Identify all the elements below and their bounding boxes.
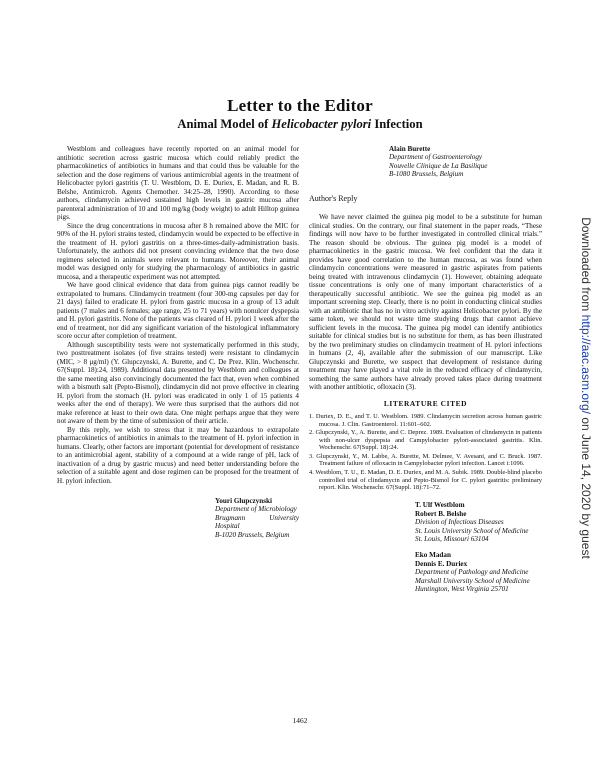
article-subtitle (0, 117, 600, 132)
download-note-prefix: Downloaded from (579, 217, 593, 315)
left-paragraph-3: We have good clinical evidence that data from guinea pigs cannot readily be extrapolated to humans. Clindamycin treatment (four 300-mg capsules per day for 21 days) failed to eradicate H. pylori from gastric mucosa in a group of 13 adult patients (7 males and 6 females; age range, 25 to 71 years) with nonulcer dyspepsia and H. pylori gastritis. None of the patients was cleared of H. pylori 1 week after the end of treatment, nor did any significant variation of the histological inflammatory score occur after completion of treatment. (57, 281, 299, 340)
reply-paragraph: We have never claimed the guinea pig model to be a substitute for human clinical studies. On the contrary, our final statement in the paper reads, “These findings will now have to be further investigated in controlled clinical trials.” The reason should be obvious. The guinea pig model is a model of pharmacokinetics in the gastric mucosa. We feel confident that the data it provides have good correlation to the human mucosa, as was found when clindamycin concentrations were measured in gastric aspirates from patients being treated with intravenous clindamycin (1). However, obtaining adequate tissue concentrations is only one of many important characteristics of a therapeutically successful antibiotic. We see the guinea pig model as an important screening step. Clearly, there is no point in conducting clinical studies with an antibiotic that has no in vitro activity against Helicobacter pylori. By the same token, we should not waste time studying drugs that cannot achieve sufficient levels in the mucosa. The guinea pig model can identify antibiotics suitable for clinical studies but is no substitute for them, as has been illustrated by the two preliminary studies on clindamycin treatment of H. pylori infections in humans (2, 4), available after the submission of our manuscript. Like Glupczynski and Burette, we suspect that development of resistance during treatment may have played a vital role in the reduced efficacy of clindamycin, something the same authors have already proved takes place during treatment with another antibiotic, ofloxacin (3). (309, 213, 542, 392)
signature-city: Huntington, West Virginia 25701 (415, 585, 509, 594)
download-watermark (579, 217, 593, 559)
signature-institution: Nouvelle Clinique de La Basilique (389, 161, 488, 170)
signature-name: Eko Madan (415, 551, 451, 560)
signature-name: T. Ulf Westblom (415, 501, 465, 510)
reference-item: 3. Glupczynski, Y., M. Labbe, A. Burette, M. Delmee, V. Avesani, and C. Bruck. 1987. Treatment failure of ofloxacin in Campylobacter pylori infection. Lancet i:1096. (309, 452, 542, 468)
reply-heading: Author's Reply (309, 193, 358, 203)
letter-title: Letter to the Editor (227, 96, 373, 115)
signature-institution: Brugmann University Hospital (215, 513, 299, 531)
literature-heading: LITERATURE CITED (383, 398, 468, 408)
signature-westblom-belshe (415, 501, 542, 543)
reference-item: 4. Westblom, T. U., E. Madan, D. E. Duriex, and M. A. Subik. 1989. Double-blind placebo controlled trial of clindamycin and Pepto-Bismol for C. pylori gastritis: preliminary report. Klin. Wochenschr. 67(Suppl. 18):71–72. (309, 469, 542, 491)
download-link[interactable]: http://aac.asm.org/ (579, 314, 593, 414)
signature-city: St. Louis, Missouri 63104 (415, 534, 489, 543)
signature-city: B-1080 Brussels, Belgium (389, 170, 464, 179)
signature-name: Alain Burette (389, 145, 431, 153)
signature-name: Dennis E. Duriex (415, 559, 468, 568)
signature-glupczynski (215, 497, 299, 539)
subtitle-suffix: Infection (371, 117, 423, 131)
reference-item: 2. Glupczynski, Y., A. Burette, and C. Deprez. 1989. Evaluation of clindamycin in patients with non-ulcer dyspepsia and Campylobacter pylori-associated gastritis. Klin. Wochenschr. 67(Suppl. 18):24. (309, 429, 542, 452)
right-column (309, 145, 542, 593)
left-paragraph-1: Westblom and colleagues have recently reported on an animal model for antibiotic secretion across gastric mucosa which could reliably predict the pharmacokinetics of antibiotics in humans and that could thus be valuable for the selection and the dose regimens of various antimicrobial agents in the treatment of Helicobacter pylori gastritis (T. U. Westblom, D. E. Duriex, E. Madan, and R. B. Belshe, Antimicrob. Agents Chemother. 34:25–28, 1990). According to these authors, clindamycin achieved sustained high levels in gastric mucosa after parenteral administration of 10 and 100 mg/kg (body weight) to adult Hilltop guinea pigs. (57, 145, 299, 221)
reference-list (309, 413, 542, 491)
signature-department: Department of Gastroenterology (389, 153, 483, 162)
reference-item: 1. Duriex, D. E., and T. U. Westblom. 1989. Clindamycin secretion across human gastric mucosa. J. Clin. Gastroenterol. 11:601–602. (309, 413, 542, 428)
signature-institution: Marshall University School of Medicine (415, 576, 530, 585)
left-paragraph-2: Since the drug concentrations in mucosa after 8 h remained above the MIC for 90% of the H. pylori strains tested, clindamycin would be expected to be effective in the treatment of H. pylori gastritis on a three-times-daily-administration basis. Unfortunately, the authors did not present convincing evidence that the two dose regimens selected in animals were relevant to humans. Moreover, their animal model was designed only for studying the pharmacology of antibiotics in gastric mucosa, and a therapeutic experiment was not attempted. (57, 221, 299, 281)
signature-madan-duriex (415, 551, 542, 593)
signature-city: B-1020 Brussels, Belgium (215, 530, 290, 539)
signature-institution: St. Louis University School of Medicine (415, 526, 529, 535)
left-paragraph-5: By this reply, we wish to stress that it may be hazardous to extrapolate pharmacokinetics of antibiotics in animals to the treatment of H. pylori infection in humans. Clearly, other factors are important (potential for development of resistance to an antimicrobial agent, stability of a compound at a wide range of pH, lack of inactivation of a drug by gastric mucus) and need better understanding before the selection of a suitable agent and dose regimen can be proposed for the treatment of H. pylori infection. (57, 425, 299, 485)
left-column (57, 145, 299, 539)
download-note-suffix: on June 14, 2020 by guest (579, 414, 593, 559)
signature-department: Department of Microbiology (215, 505, 297, 514)
page-number: 1462 (292, 716, 308, 725)
left-paragraph-4: Although susceptibility tests were not systematically performed in this study, two posttreatment isolates (of five strains tested) were resistant to clindamycin (MIC, > 8 μg/ml) (Y. Glupczynski, A. Burette, and C. De Prez. Klin. Wochenschr. 67(Suppl. 18):24, 1989). Additional data presented by Westblom and colleagues at the same meeting also convincingly documented the fact that, even when combined with a bismuth salt (Pepto-Bismol), clindamycin did not prove effective in clearing H. pylori from the stomach (H. pylori was eradicated in only 1 of 15 patients 4 weeks after the end of therapy). We were thus surprised that the authors did not make reference at least to their own data. One might perhaps argue that they were not aware of them by the time of submission of their article. (57, 340, 299, 425)
signature-name: Youri Glupczynski (215, 497, 272, 505)
subtitle-organism: Helicobacter pylori (271, 117, 372, 131)
signature-department: Department of Pathology and Medicine (415, 568, 529, 577)
signature-department: Division of Infectious Diseases (415, 518, 504, 527)
subtitle-prefix: Animal Model of (177, 117, 272, 131)
signature-name: Robert B. Belshe (415, 509, 467, 518)
signature-burette (389, 145, 542, 179)
